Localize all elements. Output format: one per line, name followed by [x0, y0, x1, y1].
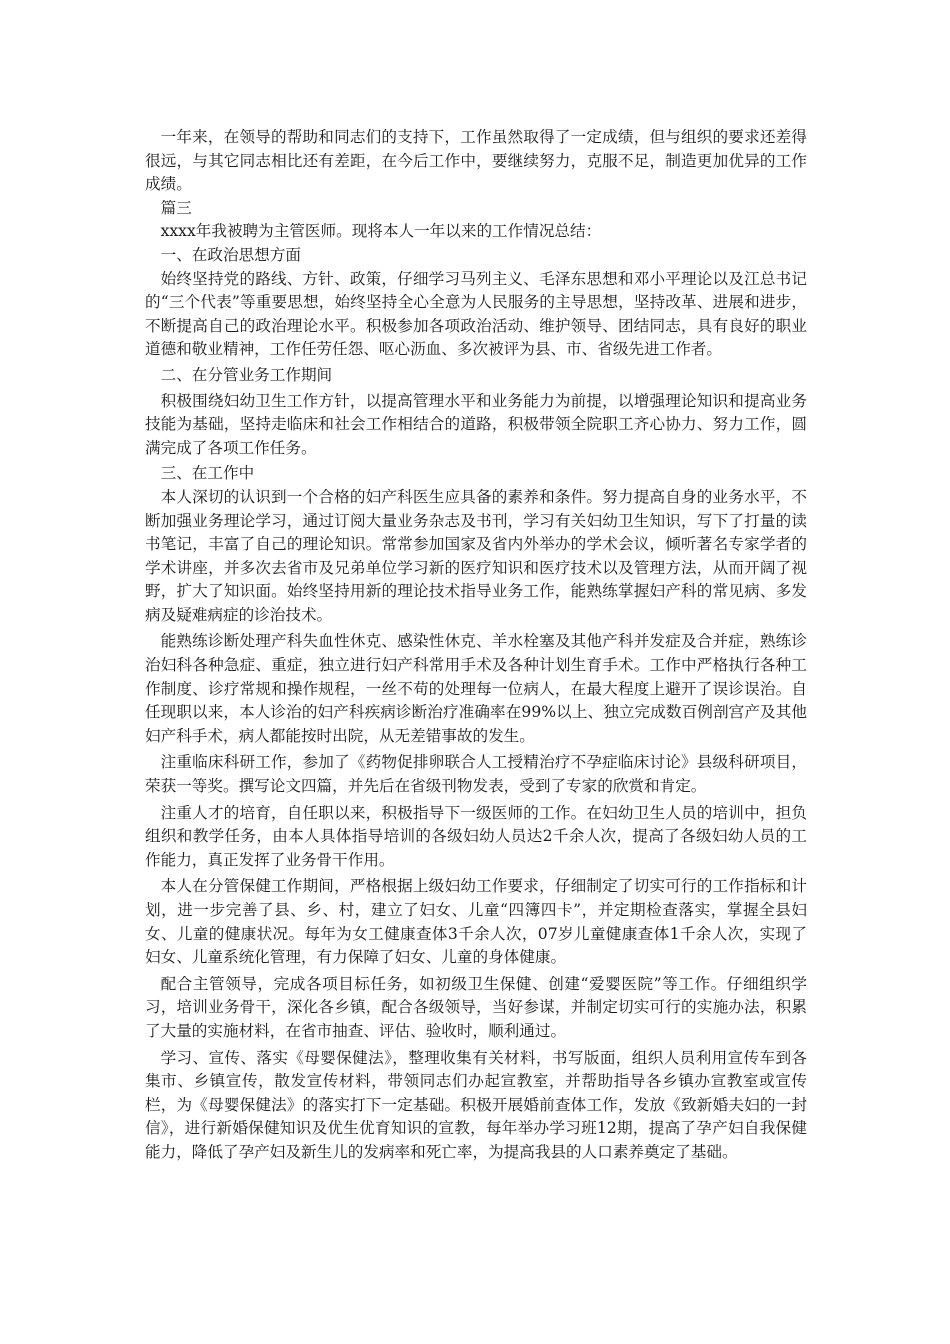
paragraph-closing-summary: 一年来，在领导的帮助和同志们的支持下，工作虽然取得了一定成绩，但与组织的要求还差得很远，与其它同志相比还有差距，在今后工作中，要继续努力，克服不足，制造更加优异的工作成绩。: [145, 128, 807, 194]
paragraph-targets: 配合主管领导，完成各项目标任务，如初级卫生保健、创建“爱婴医院”等工作。仔细组织学习，培训业务骨干，深化各乡镇，配合各级领导，当好参谋，并制定切实可行的实施办法，积累了大量的实施材料，在省市抽查、评估、验收时，顺利通过。: [145, 974, 807, 1040]
heading-work: 三、在工作中: [160, 464, 255, 483]
paragraph-healthcare: 本人在分管保健工作期间，严格根据上级妇幼工作要求，仔细制定了切实可行的工作指标和计划，进一步完善了县、乡、村，建立了妇女、儿童“四簿四卡”，并定期检查落实，掌握全县妇女、儿童的健康状况。每年为女工健康查体3千余人次，07岁儿童健康查体1千余人次，实现了妇女、儿童系统化管理，有力保障了妇女、儿童的身体健康。: [145, 877, 807, 967]
heading-political: 一、在政治思想方面: [160, 245, 301, 264]
paragraph-clinical: 能熟练诊断处理产科失血性休克、感染性休克、羊水栓塞及其他产科并发症及合并症，熟练诊治妇科各种急症、重症，独立进行妇产科常用手术及各种计划生育手术。工作中严格执行各种工作制度、诊疗常规和操作规程，一丝不苟的处理每一位病人，在最大程度上避开了误诊误治。自任现职以来，本人诊治的妇产科疾病诊断治疗准确率在99%以上、独立完成数百例剖宫产及其他妇产科手术，病人都能按时出院，从无差错事故的发生。: [145, 632, 807, 745]
heading-business: 二、在分管业务工作期间: [160, 365, 333, 384]
paragraph-publicity: 学习、宣传、落实《母婴保健法》，整理收集有关材料，书写版面，组织人员利用宣传车到各集市、乡镇宣传，散发宣传材料，带领同志们办起宣教室，并帮助指导各乡镇办宣教室或宣传栏，为《母婴保健法》的落实打下一定基础。积极开展婚前查体工作，发放《致新婚夫妇的一封信》，进行新婚保健知识及优生优育知识的宣教，每年举办学习班12期，提高了孕产妇自我保健能力，降低了孕产妇及新生儿的发病率和死亡率，为提高我县的人口素养奠定了基础。: [145, 1048, 807, 1161]
paragraph-research: 注重临床科研工作，参加了《药物促排卵联合人工授精治疗不孕症临床讨论》县级科研项目，荣获一等奖。撰写论文四篇，并先后在省级刊物发表，受到了专家的欣赏和肯定。: [145, 753, 807, 796]
paragraph-business: 积极围绕妇幼卫生工作方针，以提高管理水平和业务能力为前提，以增强理论知识和提高业务技能为基础，坚持走临床和社会工作相结合的道路，积极带领全院职工齐心协力、努力工作，圆满完成了各项工作任务。: [145, 391, 807, 457]
section-title: 篇三: [160, 198, 192, 217]
document-body: [145, 126, 807, 1165]
paragraph-political: 始终坚持党的路线、方针、政策，仔细学习马列主义、毛泽东思想和邓小平理论以及江总书记的“三个代表”等重要思想，始终坚持全心全意为人民服务的主导思想，坚持改革、进展和进步，不断提高自己的政治理论水平。积极参加各项政治活动、维护领导、团结同志，具有良好的职业道德和敬业精神，工作任劳任怨、呕心沥血、多次被评为县、市、省级先进工作者。: [145, 269, 807, 359]
paragraph-study: 本人深切的认识到一个合格的妇产科医生应具备的素养和条件。努力提高自身的业务水平，不断加强业务理论学习，通过订阅大量业务杂志及书刊，学习有关妇幼卫生知识，写下了打量的读书笔记，丰富了自己的理论知识。常常参加国家及省内外举办的学术会议，倾听著名专家学者的学术讲座，并多次去省市及兄弟单位学习新的医疗知识和医疗技术以及管理方法，从而开阔了视野，扩大了知识面。始终坚持用新的理论技术指导业务工作，能熟练掌握妇产科的常见病、多发病及疑难病症的诊治技术。: [145, 487, 807, 624]
paragraph-training: 注重人才的培育，自任职以来，积极指导下一级医师的工作。在妇幼卫生人员的培训中，担负组织和教学任务，由本人具体指导培训的各级妇幼人员达2千余人次，提高了各级妇幼人员的工作能力，真正发挥了业务骨干作用。: [145, 803, 807, 869]
paragraph-intro: xxxx年我被聘为主管医师。现将本人一年以来的工作情况总结：: [160, 222, 602, 241]
